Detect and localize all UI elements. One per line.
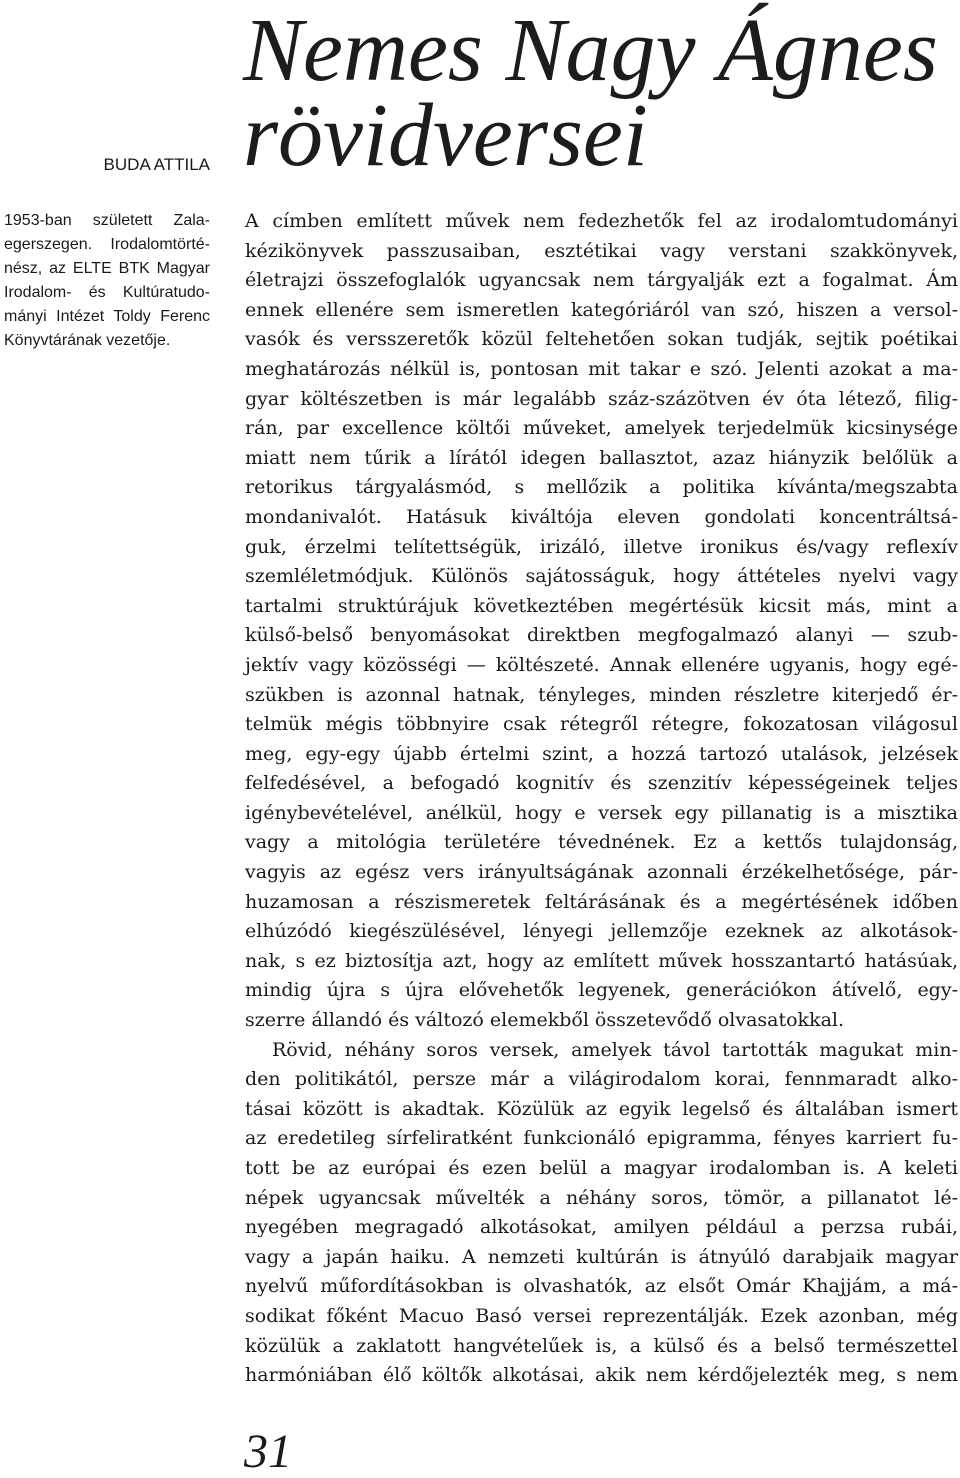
text-line: igénybevételével, anélkül, hogy e versek egy pillanatig is a misztika (245, 801, 958, 824)
text-line: szükben is azonnal hatnak, tényleges, minden részletre kiterjedő ér- (245, 683, 958, 706)
article-body (245, 207, 958, 1391)
text-line: életrajzi összefoglalók ugyancsak nem tárgyalják ezt a fogalmat. Ám (245, 269, 958, 292)
author-bio (4, 209, 210, 353)
text-line: külső-belső benyomásokat direktben megfogalmazó alanyi — szub- (245, 624, 958, 647)
text-line: gyar költészetben is már legalább száz-százötven év óta létező, filig- (245, 387, 958, 410)
text-line: vagyis az egész vers irányultságának azonnali érzékelhetősége, pár- (245, 861, 958, 884)
text-line: retorikus tárgyalásmód, s mellőzik a politika kívánta/megszabta (245, 476, 958, 499)
text-line: tartalmi struktúrájuk következtében megértésük kicsit más, mint a (245, 594, 958, 617)
text-line: vagy a mitológia területére tévednének. Ez a kettős tulajdonság, (245, 831, 958, 854)
text-line: A címben említett művek nem fedezhetők fel az irodalomtudományi (245, 210, 958, 232)
text-line: felfedésével, a befogadó kognitív és szenzitív képességeinek teljes (245, 772, 958, 795)
text-line: az eredetileg sírfeliratként funkcionáló epigramma, fényes karriert fu- (245, 1127, 958, 1150)
text-line: tott be az európai és ezen belül a magyar irodalomban is. A keleti (245, 1157, 958, 1179)
text-line: tásai között is akadtak. Közülük az egyik legelső és általában ismert (245, 1097, 958, 1120)
text-line: vasók és versszeretők közül feltehetően sokan tudják, sejtik poétikai (245, 328, 958, 351)
text-line: szerre állandó és változó elemekből összetevődő olvasatokkal. (245, 1009, 845, 1032)
text-line: mondanivalót. Hatásuk kiváltója eleven gondolati koncentráltsá- (245, 505, 958, 528)
article-title-line-2: rövidversei (243, 86, 648, 185)
text-line: népek ugyancsak művelték a néhány soros, tömör, a pillanatot lé- (245, 1186, 958, 1209)
text-line: nyegében megragadó alkotásokat, amilyen például a perzsa rubái, (245, 1216, 958, 1239)
bio-line: Irodalom- és Kultúratudo- (4, 284, 210, 301)
text-line: ennek ellenére sem ismeretlen kategóriáról van szó, hiszen a versol- (245, 298, 958, 321)
text-line: elhúzódó kiegészülésével, lényegi jellemzője ezeknek az alkotások- (245, 920, 958, 943)
text-line: miatt nem tűrik a lírától idegen ballasztot, azaz hiányzik belőlük a (245, 446, 958, 469)
text-line: vagy a japán haiku. A nemzeti kultúrán is átnyúló darabjaik magyar (245, 1245, 958, 1268)
text-line: harmóniában élő költők alkotásai, akik nem kérdőjelezték meg, s nem (245, 1364, 958, 1387)
text-line: meghatározás nélkül is, pontosan mit takar e szó. Jelenti azokat a ma- (245, 357, 958, 380)
text-line: den politikától, persze már a világirodalom korai, fennmaradt alko- (245, 1068, 958, 1091)
bio-line: mányi Intézet Toldy Ferenc (4, 308, 210, 325)
text-line: rán, par excellence költői műveket, amelyek terjedelmük kicsinysége (245, 417, 958, 440)
page-number: 31 (244, 1425, 292, 1478)
text-line: meg, egy-egy újabb értelmi szint, a hozzá tartozó utalások, jelzések (245, 742, 958, 765)
text-line: közülük a zaklatott hangvételűek is, a külső és a belső természettel (245, 1334, 958, 1357)
text-line: Rövid, néhány soros versek, amelyek távol tartották magukat min- (272, 1038, 958, 1061)
bio-line: nész, az ELTE BTK Magyar (4, 260, 210, 277)
bio-line: egerszegen. Irodalomtörté- (4, 236, 210, 253)
paragraph-1 (245, 207, 958, 1036)
text-line: huzamosan a részismeretek feltárásának és a megértésének időben (245, 890, 958, 913)
article-title (243, 1, 938, 185)
text-line: guk, érzelmi telítettségük, irizáló, illetve ironikus és/vagy reflexív (245, 535, 958, 558)
text-line: sodikat főként Macuo Basó versei reprezentálják. Ezek azonban, még (245, 1304, 958, 1327)
article-title-line-1: Nemes Nagy Ágnes (243, 1, 938, 100)
bio-line: Könyvtárának vezetője. (4, 332, 171, 349)
bio-line: 1953-ban született Zala- (4, 212, 210, 229)
text-line: szemléletmódjuk. Különös sajátosságuk, hogy áttételes nyelvi vagy (245, 565, 958, 588)
text-line: jektív vagy közösségi — költészeté. Annak ellenére ugyanis, hogy egé- (245, 653, 958, 676)
text-line: telmük mégis többnyire csak rétegről rétegre, fokozatosan világosul (245, 713, 958, 736)
text-line: mindig újra s újra elővehetők legyenek, generációkon átívelő, egy- (245, 979, 958, 1002)
text-line: nak, s ez biztosítja azt, hogy az említett művek hosszantartó hatásúak, (245, 949, 958, 972)
text-line: nyelvű műfordításokban is olvashatók, az elsőt Omár Khajjám, a má- (245, 1275, 958, 1298)
paragraph-2 (245, 1036, 958, 1391)
author-name: BUDA ATTILA (103, 155, 210, 174)
text-line: kézikönyvek passzusaiban, esztétikai vagy verstani szakkönyvek, (245, 239, 958, 262)
